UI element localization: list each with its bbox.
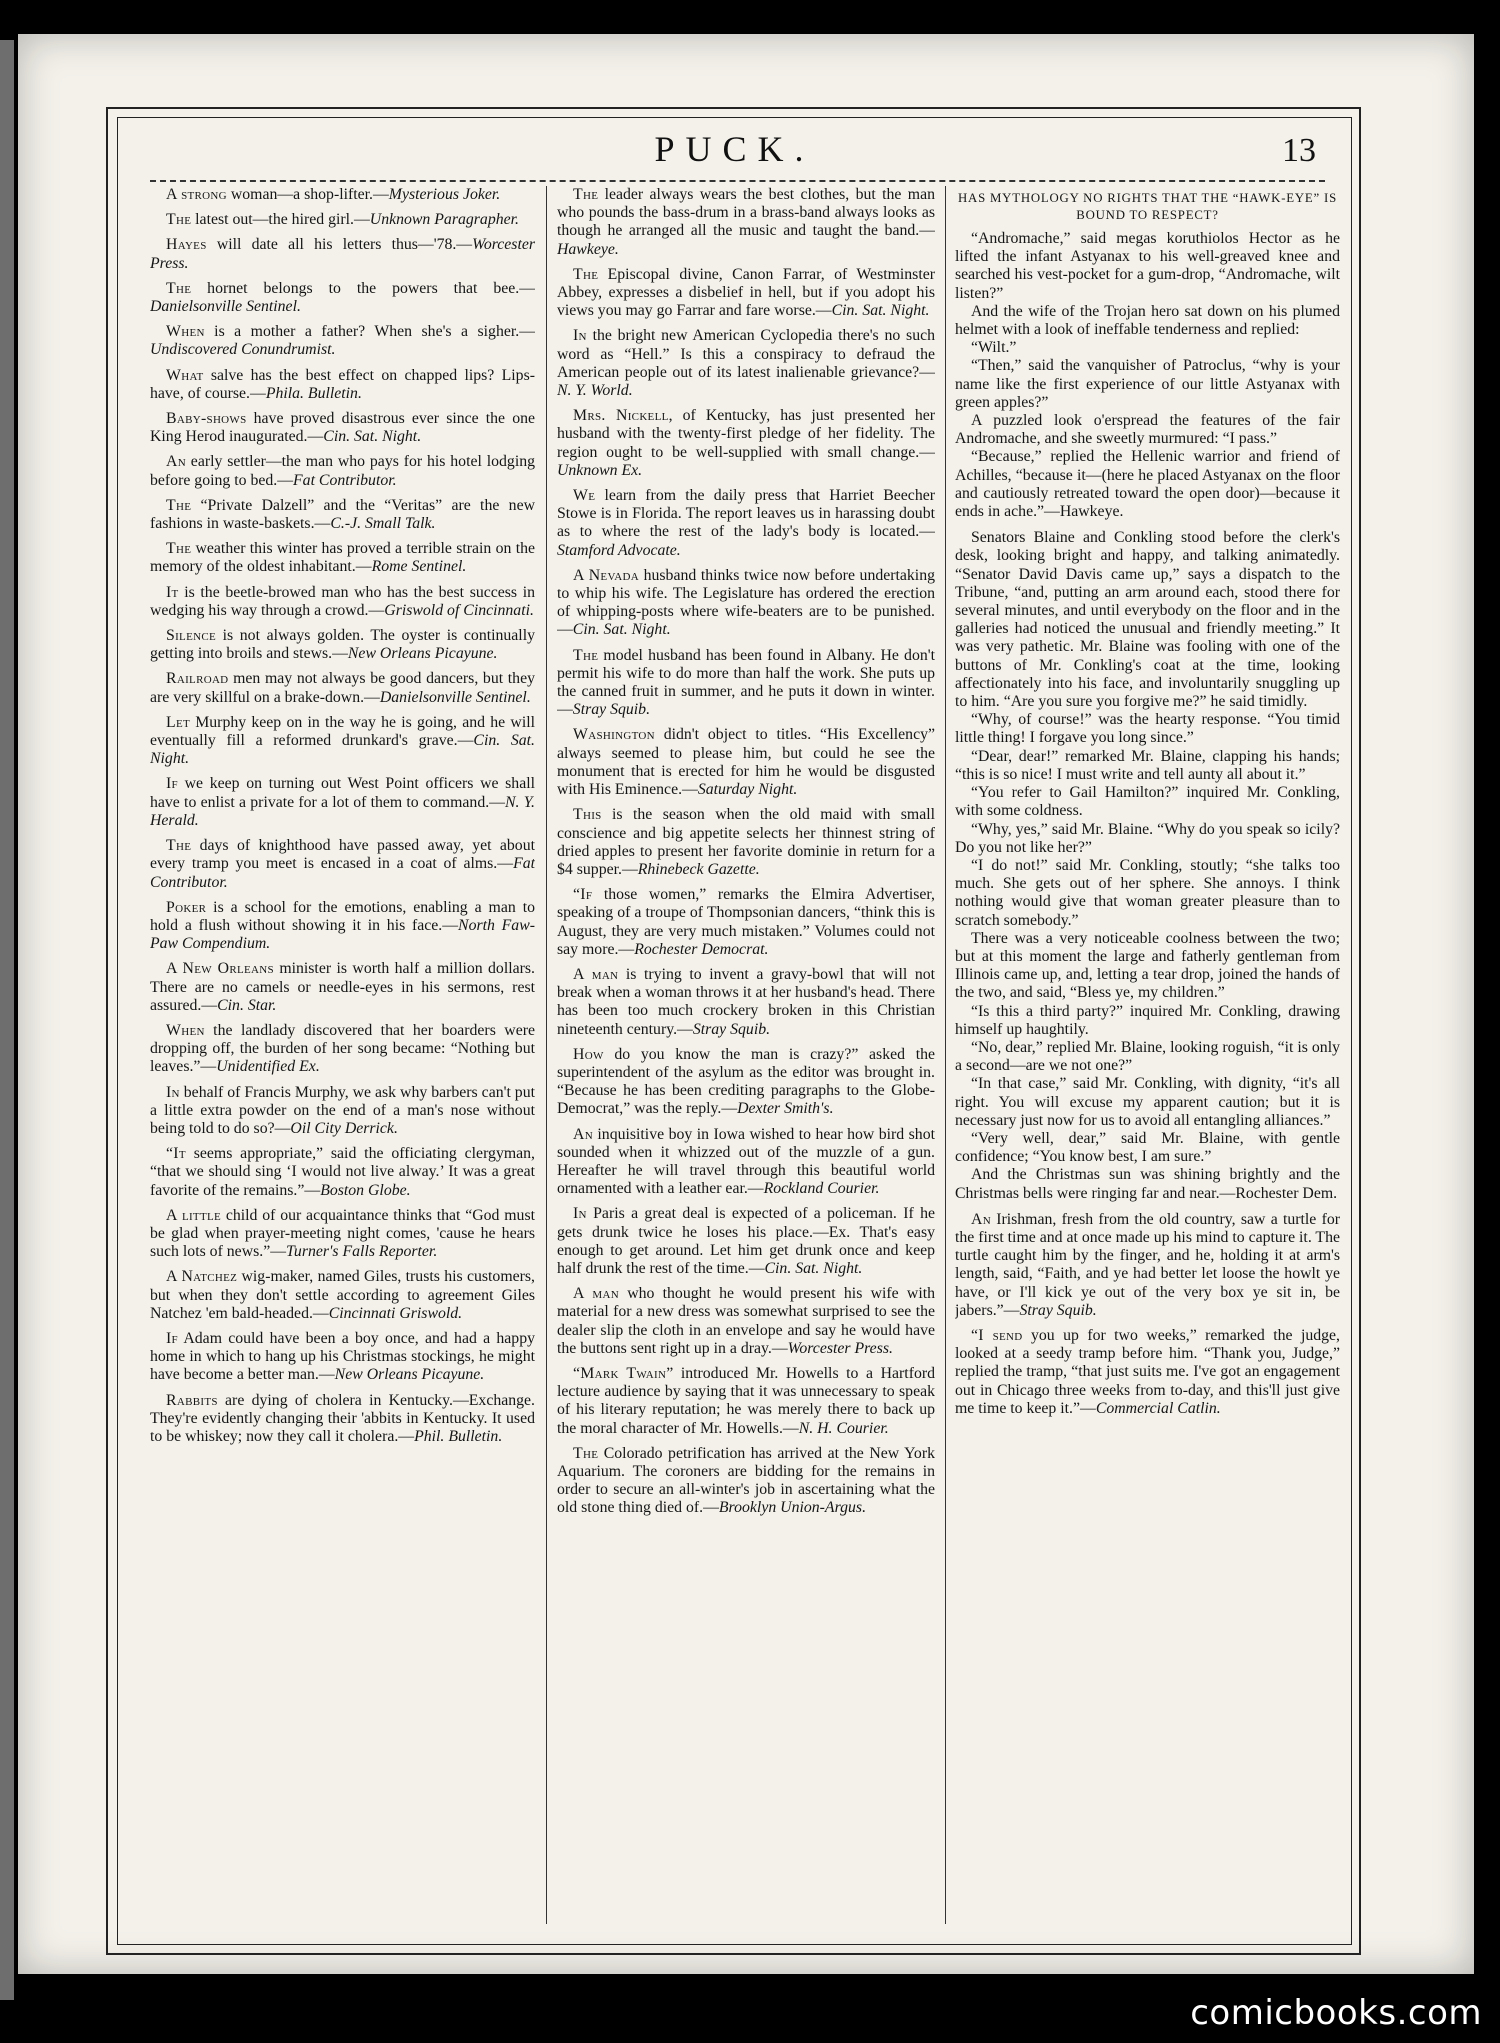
paragraph-item <box>150 280 535 316</box>
item-lead: The <box>166 540 192 558</box>
item-source: Cin. Sat. Night. <box>764 1259 863 1277</box>
item-source: Unknown Paragrapher. <box>369 211 519 229</box>
story-paragraph: “You refer to Gail Hamilton?” inquired Mr. Conkling, with some coldness. <box>955 784 1340 820</box>
item-text: the bright new American Cyclopedia there's no such word as “Hell.” Is this a conspiracy to defraud the American people out of its latest inalienable grievance?— <box>557 327 935 381</box>
item-source: Cin. Sat. Night. <box>323 428 422 446</box>
paragraph-item <box>955 1327 1340 1418</box>
masthead <box>117 122 1352 180</box>
item-lead: A Natchez <box>166 1268 238 1286</box>
paragraph-item <box>557 726 935 799</box>
column-1 <box>150 186 535 1936</box>
item-text: men may not always be good dancers, but they are very skillful on a brake-down.— <box>150 670 535 706</box>
paragraph-item <box>557 647 935 720</box>
item-text: husband thinks twice now before undertaking to whip his wife. The Legislature has ordered the erection of whipping-posts where wife-beaters are to be punished.— <box>557 566 935 639</box>
paragraph-item <box>557 1205 935 1278</box>
item-source: Worcester Press. <box>787 1339 893 1357</box>
item-text: early settler—the man who pays for his hotel lodging before going to bed.— <box>150 453 535 489</box>
item-lead: We <box>573 487 596 505</box>
item-source: Phila. Bulletin. <box>265 384 362 402</box>
item-text: woman—a shop-lifter.— <box>226 186 389 203</box>
item-source: Cin. Sat. Night. <box>150 732 535 768</box>
paragraph-item <box>557 186 935 259</box>
item-text: “Private Dalzell” and the “Veritas” are the new fashions in waste-baskets.— <box>150 496 535 533</box>
column-rule <box>546 186 547 1924</box>
item-source: Cin. Sat. Night. <box>831 302 930 320</box>
column-3 <box>955 186 1340 1936</box>
item-lead: The <box>573 1444 599 1462</box>
item-source: Cin. Sat. Night. <box>572 621 671 639</box>
paragraph-item <box>955 1211 1340 1320</box>
item-text: have proved disastrous ever since the one King Herod inaugurated.— <box>150 410 535 446</box>
header-rule <box>150 180 1325 182</box>
paragraph-item <box>150 1084 535 1139</box>
paragraph-item <box>557 966 935 1039</box>
paragraph-item <box>150 540 535 576</box>
item-lead: A man <box>573 965 619 983</box>
item-lead: When <box>166 1021 205 1039</box>
item-source: Brooklyn Union-Argus. <box>718 1499 867 1517</box>
paragraph-item <box>557 806 935 879</box>
story-paragraph: “Andromache,” said megas koruthiolos Hector as he lifted the infant Astyanax to his well-greaved knee and searched his vest-pocket for a gum-drop, “Andromache, wilt listen?” <box>955 230 1340 302</box>
item-text: Irishman, fresh from the old country, saw a turtle for the first time and at once made up his mind to capture it. The turtle caught him by the finger, and he, holding it at arm's length, said, “Faith, and ye had better let loose the howlt ye have, or I'll kick ye out of the very box ye sit in, be jabers.”— <box>955 1210 1340 1319</box>
paragraph-item <box>150 1392 535 1447</box>
story-paragraph: “In that case,” said Mr. Conkling, with dignity, “it's all right. You will excuse my apparent caution; but it is necessary just now for us to avoid all entangling alliances.” <box>955 1075 1340 1129</box>
item-source: Stamford Advocate. <box>557 541 681 559</box>
story-paragraph: “Then,” said the vanquisher of Patroclus, “why is your name like the first experience of our little Astyanax with green apples?” <box>955 357 1340 411</box>
story-paragraph: “Why, yes,” said Mr. Blaine. “Why do you speak so icily? Do you not like her?” <box>955 820 1340 856</box>
item-text: wig-maker, named Giles, trusts his customers, but when they don't settle according to agreement Giles Natchez 'em bald-headed.— <box>150 1268 535 1322</box>
paragraph-item <box>557 1046 935 1119</box>
item-lead: The <box>573 186 599 203</box>
item-text: are dying of cholera in Kentucky.—Exchange. They're evidently changing their 'abbits in Kentucky. It used to be whiskey; now they call it cholera.— <box>150 1391 535 1445</box>
item-lead: Washington <box>573 726 655 744</box>
item-text: days of knighthood have passed away, yet about every tramp you meet is encased in a coat of alms.— <box>150 837 535 873</box>
paragraph-item <box>150 670 535 706</box>
item-lead: The <box>573 646 599 664</box>
item-lead: The <box>573 265 599 283</box>
item-source: Worcester Press. <box>150 236 535 272</box>
item-lead: If <box>166 775 178 793</box>
paragraph-item <box>557 266 935 321</box>
item-text: Colorado petrification has arrived at the New York Aquarium. The coroners are bidding for the remains in order to secure an all-winter's job in ascertaining what the old stone thing died of.— <box>557 1444 935 1517</box>
item-lead: It <box>166 583 179 601</box>
item-source: Unidentified Ex. <box>216 1058 320 1076</box>
item-text: model husband has been found in Albany. He don't permit his wife to do more than half the work. She puts up the canned fruit in summer, and he puts it down in winter.— <box>557 646 935 719</box>
item-source: Rome Sentinel. <box>371 558 467 576</box>
column-2 <box>557 186 935 1936</box>
paragraph-item <box>150 236 535 272</box>
item-text: Adam could have been a boy once, and had a happy home in which to hang up his Christmas stockings, he might have become a better man.— <box>150 1329 535 1384</box>
paragraph-item <box>557 886 935 959</box>
paragraph-item <box>150 410 535 446</box>
item-text: minister is worth half a million dollars. There are no camels or needle-eyes in his sermons, rest assured.— <box>150 960 535 1014</box>
item-source: North Faw-Paw Compendium. <box>150 916 535 953</box>
item-lead: The <box>166 279 192 297</box>
item-text: inquisitive boy in Iowa wished to hear how bird shot sounded when it whizzed out of the muzzle of a gun. Hereafter he will travel through this beautiful world ornamented with a leather ear.— <box>557 1125 935 1198</box>
item-text: who thought he would present his wife with material for a new dress was somewhat surprised to see the dealer slip the cloth in an envelope and say he would have the buttons sent right up in a dray.— <box>557 1285 935 1357</box>
item-text: behalf of Francis Murphy, we ask why barbers can't put a little extra powder on the end of a man's nose without being told to do so?— <box>150 1083 535 1137</box>
item-source: Oil City Derrick. <box>290 1119 398 1137</box>
item-lead: The <box>166 837 192 855</box>
item-text: you up for two weeks,” remarked the judge, looked at a seedy tramp before him. “Thank you, Judge,” replied the tramp, “that just suits me. I've got an engagement out in Chicago three weeks from to-day, and this'll just give me time to keep it.”— <box>955 1326 1340 1417</box>
item-source: Danielsonville Sentinel. <box>150 298 301 316</box>
paragraph-item <box>150 453 535 489</box>
item-source: Commercial Catlin. <box>1095 1399 1221 1417</box>
item-lead: This <box>573 806 602 824</box>
item-source: Hawkeye. <box>557 240 619 258</box>
item-text: ” introduced Mr. Howells to a Hartford lecture audience by saying that it was unnecessary to speak of his literary reputation; he was merely there to back up the moral character of Mr. Howells.— <box>557 1364 935 1437</box>
paragraph-item <box>150 497 535 533</box>
item-lead: “It <box>166 1145 186 1163</box>
item-source: Rockland Courier. <box>763 1180 880 1198</box>
story-paragraph: “Is this a third party?” inquired Mr. Conkling, drawing himself up haughtily. <box>955 1002 1340 1038</box>
item-text: is the season when the old maid with small conscience and big appetite selects her thinnest string of dried apples to present her favorite dominie in return for a $4 supper.— <box>557 806 935 878</box>
story-paragraph: “Wilt.” <box>971 339 1017 357</box>
item-text: learn from the daily press that Harriet Beecher Stowe is in Florida. The report leaves us in harassing doubt as to where the rest of the lady's body is located.— <box>557 487 935 541</box>
item-lead: “If <box>573 886 593 904</box>
paragraph-item <box>150 584 535 620</box>
paragraph-item <box>150 1330 535 1385</box>
item-lead: In <box>573 1205 587 1223</box>
item-text: leader always wears the best clothes, but the man who pounds the bass-drum in a brass-band always looks as though he arranged all the music and taught the band.— <box>557 186 935 240</box>
item-lead: The <box>166 496 192 514</box>
column-rule <box>945 186 946 1924</box>
story-paragraph: And the Christmas sun was shining brightly and the Christmas bells were ringing far and near.—Rochester Dem. <box>955 1166 1340 1202</box>
story-paragraph: There was a very noticeable coolness between the two; but at this moment the large and fatherly gentleman from Illinois came up, and, letting a tear drop, joined the hands of the two, and said, “Bless ye, my children.” <box>955 929 1340 1002</box>
item-source: Unknown Ex. <box>557 461 643 479</box>
item-source: Boston Globe. <box>320 1181 411 1199</box>
item-text: those women,” remarks the Elmira Advertiser, speaking of a troupe of Thompsonian dancers, “think this is August, they are very much mistaken.” Volumes could not say more.— <box>557 886 935 958</box>
item-text: Episcopal divine, Canon Farrar, of Westminster Abbey, expresses a disbelief in hell, but if you adopt his views you may go Farrar and fare worse.— <box>557 265 935 320</box>
item-text: is not always golden. The oyster is continually getting into broils and stews.— <box>150 627 535 663</box>
item-lead: If <box>166 1329 178 1347</box>
item-lead: An <box>971 1210 991 1228</box>
paragraph-item <box>557 1445 935 1518</box>
item-text: seems appropriate,” said the officiating clergyman, “that we should sing ‘I would not live alway.’ It was a great favorite of the remains.”— <box>150 1145 535 1199</box>
item-lead: In <box>573 327 587 345</box>
paragraph-item <box>557 407 935 480</box>
paragraph-item <box>150 960 535 1015</box>
item-lead: Hayes <box>166 236 207 254</box>
item-text: is the beetle-browed man who has the best success in wedging his way through a crowd.— <box>150 583 535 619</box>
item-lead: What <box>166 366 204 384</box>
item-source: Stray Squib. <box>572 701 651 719</box>
paragraph-item <box>150 837 535 892</box>
item-source: New Orleans Picayune. <box>334 1366 485 1384</box>
story-paragraph: “Dear, dear!” remarked Mr. Blaine, clapping his hands; “this is so nice! I must write and tell aunty all about it.” <box>955 747 1340 783</box>
item-text: salve has the best effect on chapped lips? Lips-have, of course.— <box>150 366 535 402</box>
item-source: Rhinebeck Gazette. <box>637 860 760 878</box>
paragraph-item <box>150 1207 535 1262</box>
story-paragraph: “I do not!” said Mr. Conkling, stoutly; “she talks too much. She gets out of her sphere. She annoys. I think nothing would give that woman greater pleasure than to scratch somebody.” <box>955 856 1340 929</box>
senators-story <box>955 529 1340 1203</box>
item-text: , of Kentucky, has just presented her husband with the twenty-first pledge of her fidelity. The region ought to be well-supplied with small change.— <box>557 407 935 461</box>
paragraph-item <box>557 567 935 640</box>
item-source: Cincinnati Griswold. <box>328 1304 463 1322</box>
item-lead: A man <box>573 1285 619 1303</box>
item-text: is a mother a father? When she's a sigher.— <box>204 323 535 341</box>
item-text: latest out—the hired girl.— <box>191 211 370 229</box>
item-source: N. H. Courier. <box>798 1419 889 1437</box>
page-edge <box>0 40 14 2000</box>
site-watermark: comicbooks.com <box>1190 1993 1482 2033</box>
paragraph-item <box>150 899 535 954</box>
item-lead: Let <box>166 713 190 731</box>
item-source: Stray Squib. <box>1019 1301 1097 1319</box>
item-source: Rochester Democrat. <box>634 940 769 958</box>
paragraph-item <box>557 1126 935 1199</box>
masthead-title: PUCK. <box>654 129 815 169</box>
paragraph-item <box>557 487 935 560</box>
paragraph-item <box>150 211 535 229</box>
paragraph-list <box>955 1211 1340 1418</box>
paragraph-item <box>150 186 535 204</box>
page-number: 13 <box>1282 132 1316 169</box>
item-source: Mysterious Joker. <box>388 186 501 203</box>
item-text: we keep on turning out West Point officers we shall have to enlist a private for a lot of them to command.— <box>150 775 535 811</box>
mythology-story <box>955 230 1340 521</box>
paragraph-item <box>150 627 535 663</box>
item-text: will date all his letters thus—'78.— <box>206 236 473 254</box>
paragraph-item <box>150 1022 535 1077</box>
item-source: Undiscovered Conundrumist. <box>150 341 336 359</box>
item-source: Danielsonville Sentinel. <box>379 688 531 706</box>
paragraph-item <box>150 323 535 359</box>
article-heading: HAS MYTHOLOGY NO RIGHTS THAT THE “HAWK-EYE” IS BOUND TO RESPECT? <box>957 191 1337 222</box>
paragraph-item <box>557 1285 935 1358</box>
item-source: Turner's Falls Reporter. <box>286 1243 438 1261</box>
item-lead: Baby-shows <box>166 410 247 428</box>
item-lead: “Mark Twain <box>573 1364 667 1382</box>
paragraph-item <box>557 1365 935 1438</box>
item-text: didn't object to titles. “His Excellency” always seemed to please him, but could he see the monument that is erected for him he would be disgusted with His Eminence.— <box>557 726 935 799</box>
item-source: Stray Squib. <box>692 1020 771 1038</box>
story-paragraph: “Why, of course!” was the hearty response. “You timid little thing! I forgave you long since.” <box>955 711 1340 747</box>
item-source: N. Y. World. <box>557 382 633 400</box>
item-source: New Orleans Picayune. <box>347 645 498 663</box>
item-text: do you know the man is crazy?” asked the superintendent of the asylum as the editor was brought in. “Because he has been crediting paragraphs to the Globe-Democrat,” was the reply.— <box>557 1045 935 1118</box>
story-paragraph: “No, dear,” replied Mr. Blaine, looking roguish, “it is only a second—are we not one?” <box>955 1038 1340 1075</box>
paragraph-item <box>150 1145 535 1200</box>
item-lead: Silence <box>166 627 216 645</box>
item-lead: In <box>166 1083 180 1101</box>
item-text: the landlady discovered that her boarders were dropping off, the burden of her song became: “Nothing but leaves.”— <box>150 1021 535 1076</box>
story-paragraph: A puzzled look o'erspread the features of the fair Andromache, and she sweetly murmured: “I pass.” <box>955 412 1340 448</box>
story-paragraph: “Very well, dear,” said Mr. Blaine, with gentle confidence; “You know best, I am sure.” <box>955 1129 1340 1166</box>
paragraph-item <box>150 1268 535 1323</box>
story-paragraph: And the wife of the Trojan hero sat down on his plumed helmet with a look of ineffable tenderness and replied: <box>955 302 1340 339</box>
item-lead: Rabbits <box>166 1391 218 1409</box>
item-source: Saturday Night. <box>697 781 798 799</box>
item-lead: A Nevada <box>573 566 640 584</box>
item-source: Griswold of Cincinnati. <box>384 601 534 619</box>
item-source: C.-J. Small Talk. <box>330 515 436 533</box>
item-text: weather this winter has proved a terrible strain on the memory of the oldest inhabitant.— <box>150 540 535 576</box>
item-lead: Poker <box>166 898 207 916</box>
item-lead: A little <box>166 1206 222 1224</box>
item-lead: An <box>573 1125 593 1143</box>
item-text: Murphy keep on in the way he is going, and he will eventually fill a reformed drunkard's grave.— <box>150 713 535 750</box>
item-lead: How <box>573 1045 604 1063</box>
item-text: Paris a great deal is expected of a policeman. If he gets drunk twice he loses his place.—Ex. That's easy enough to get around. Let him get drunk once and keep half drunk the rest of the time.— <box>557 1205 935 1277</box>
item-text: hornet belongs to the powers that bee.— <box>191 279 535 297</box>
item-source: Phil. Bulletin. <box>414 1427 503 1445</box>
item-source: Cin. Star. <box>217 996 277 1014</box>
item-lead: Railroad <box>166 670 229 688</box>
paragraph-item <box>150 714 535 769</box>
paragraph-item <box>557 327 935 400</box>
item-lead: When <box>166 323 205 341</box>
item-source: Dexter Smith's. <box>737 1100 834 1118</box>
item-text: child of our acquaintance thinks that “God must be glad when prayer-meeting night comes, 'cause he hears such lots of news.”— <box>150 1206 535 1261</box>
item-lead: Mrs. Nickell <box>573 407 669 425</box>
item-source: Fat Contributor. <box>150 855 535 891</box>
item-lead: An <box>166 453 186 471</box>
item-lead: A New Orleans <box>166 960 274 978</box>
paragraph-item <box>150 367 535 403</box>
story-paragraph: “Because,” replied the Hellenic warrior and friend of Achilles, “because it—(here he placed Astyanax on the floor and cautiously retreated toward the open door)—because it ends in ache.”—Hawkeye. <box>955 448 1340 521</box>
item-lead: A strong <box>166 186 227 203</box>
item-source: N. Y. Herald. <box>150 793 535 829</box>
item-source: Fat Contributor. <box>293 471 397 489</box>
item-text: is a school for the emotions, enabling a man to hold a flush without showing it in his face.— <box>150 898 535 934</box>
story-paragraph: Senators Blaine and Conkling stood before the clerk's desk, looking bright and happy, and talking animatedly. “Senator David Davis came up,” says a dispatch to the Tribune, “and, putting an arm around each, stood there for several minutes, and until everybody on the floor and in the galleries had noticed the unusual and friendly meeting.” It was very pathetic. Mr. Blaine was fooling with one of the buttons of Mr. Conkling's coat at the time, looking affectionately into his face, and involuntarily snuggling up to him. “Are you sure you forgive me?” he said timidly. <box>955 529 1340 711</box>
paragraph-item <box>150 775 535 830</box>
item-lead: “I send <box>971 1326 1023 1344</box>
item-lead: The <box>166 211 192 229</box>
item-text: is trying to invent a gravy-bowl that will not break when a woman throws it at her husband's head. There has been too much crockery broken in this Christian nineteenth century.— <box>557 965 935 1038</box>
